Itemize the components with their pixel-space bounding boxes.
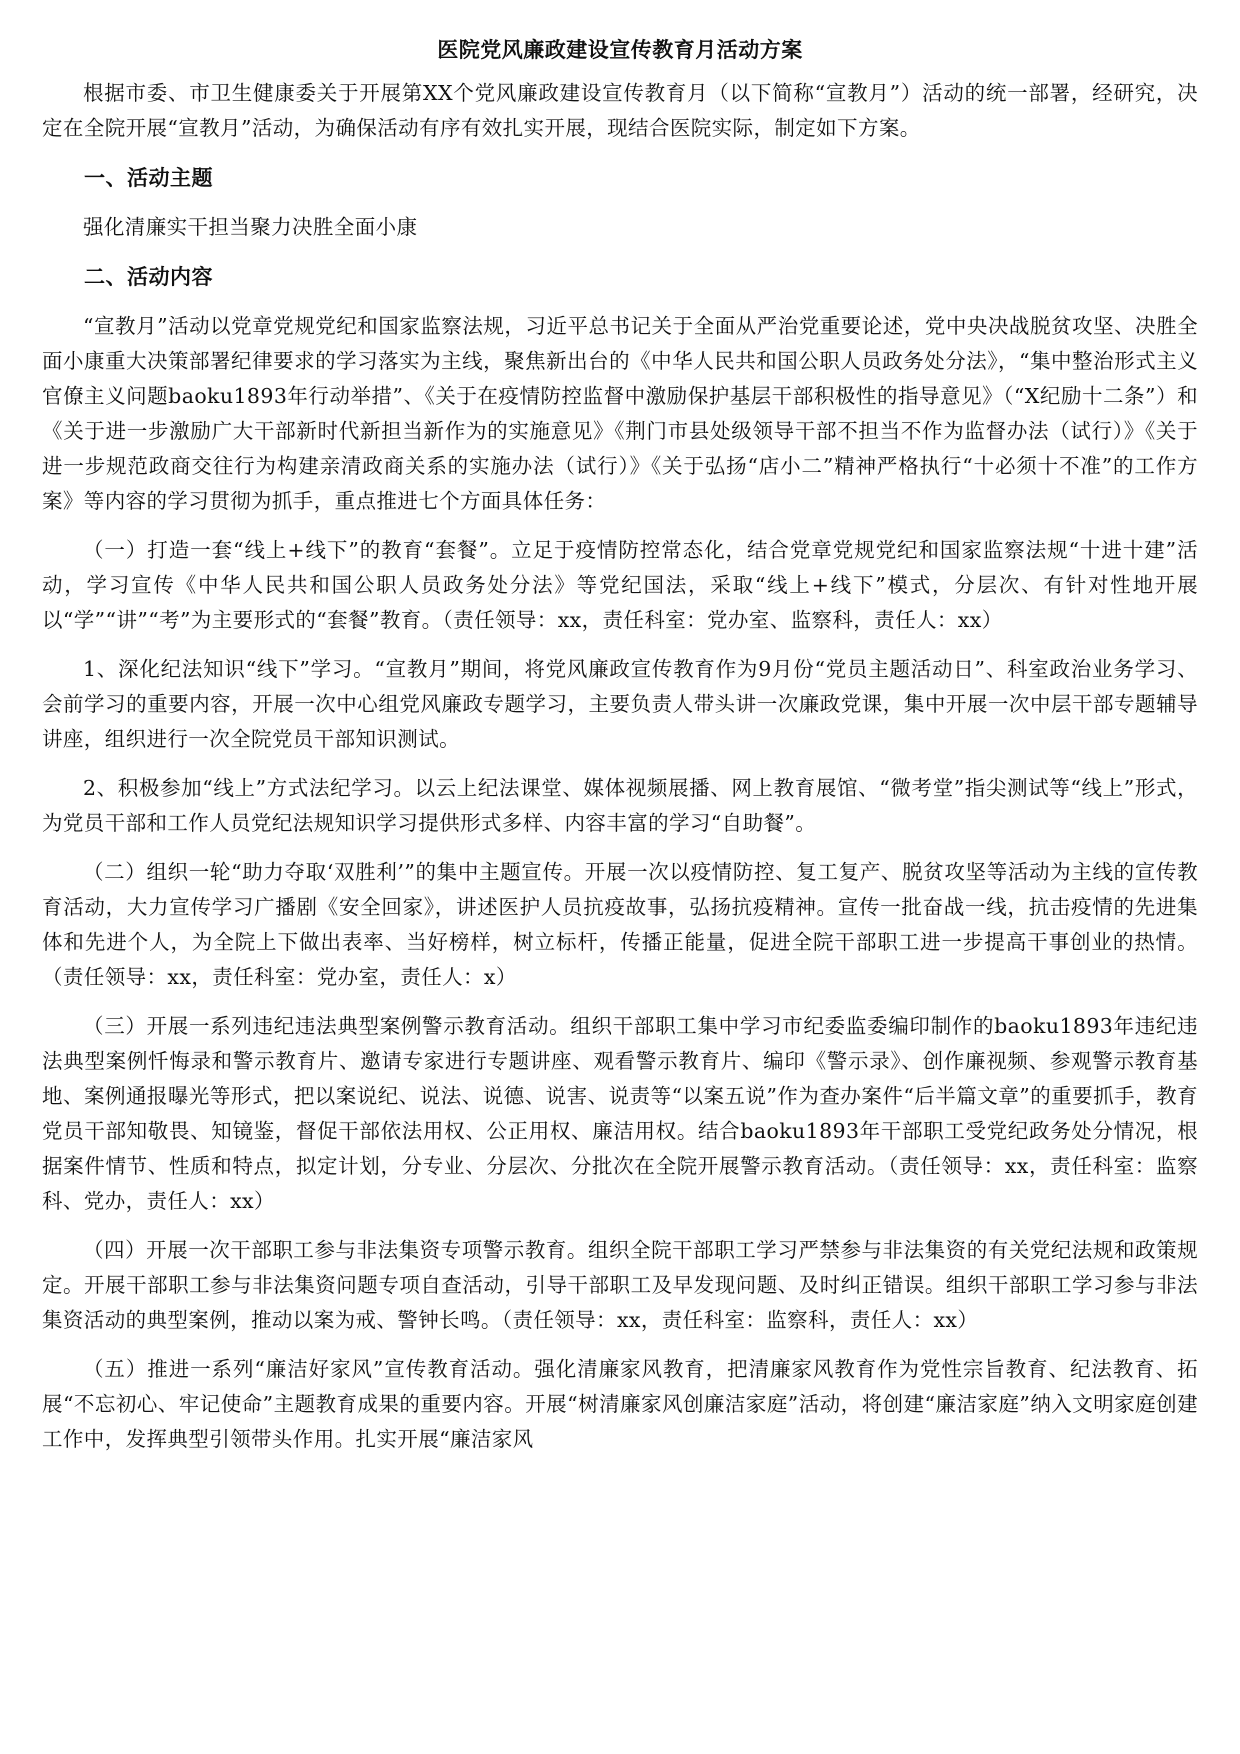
task-1-sub-1-paragraph: 1、深化纪法知识“线下”学习。“宣教月”期间，将党风廉政宣传教育作为9月份“党员主题活动日”、科室政治业务学习、会前学习的重要内容，开展一次中心组党风廉政专题学习，主要负责人带头讲一次廉政党课，集中开展一次中层干部专题辅导讲座，组织进行一次全院党员干部知识测试。 [42, 657, 1198, 751]
task-1-sub-2-paragraph: 2、积极参加“线上”方式法纪学习。以云上纪法课堂、媒体视频展播、网上教育展馆、“微考堂”指尖测试等“线上”形式，为党员干部和工作人员党纪法规知识学习提供形式多样、内容丰富的学习“自助餐”。 [42, 776, 1198, 835]
task-5-paragraph: （五）推进一系列“廉洁好家风”宣传教育活动。强化清廉家风教育，把清廉家风教育作为党性宗旨教育、纪法教育、拓展“不忘初心、牢记使命”主题教育成果的重要内容。开展“树清廉家风创廉洁家庭”活动，将创建“廉洁家庭”纳入文明家庭创建工作中，发挥典型引领带头作用。扎实开展“廉洁家风 [42, 1357, 1198, 1451]
task-1-paragraph: （一）打造一套“线上+线下”的教育“套餐”。立足于疫情防控常态化，结合党章党规党纪和国家监察法规“十进十建”活动，学习宣传《中华人民共和国公职人员政务处分法》等党纪国法，采取“线上+线下”模式，分层次、有针对性地开展以“学”“讲”“考”为主要形式的“套餐”教育。（责任领导：xx，责任科室：党办室、监察科，责任人：xx） [42, 538, 1198, 632]
task-3-paragraph: （三）开展一系列违纪违法典型案例警示教育活动。组织干部职工集中学习市纪委监委编印制作的baoku1893年违纪违法典型案例忏悔录和警示教育片、邀请专家进行专题讲座、观看警示教育片、编印《警示录》、创作廉视频、参观警示教育基地、案例通报曝光等形式，把以案说纪、说法、说德、说害、说责等“以案五说”作为查办案件“后半篇文章”的重要抓手，教育党员干部知敬畏、知镜鉴，督促干部依法用权、公正用权、廉洁用权。结合baoku1893年干部职工受党纪政务处分情况，根据案件情节、性质和特点，拟定计划，分专业、分层次、分批次在全院开展警示教育活动。（责任领导：xx，责任科室：监察科、党办，责任人：xx） [42, 1014, 1198, 1213]
section-heading-theme: 一、活动主题 [84, 165, 213, 190]
document-title: 医院党风廉政建设宣传教育月活动方案 [437, 37, 803, 62]
content-intro-paragraph: “宣教月”活动以党章党规党纪和国家监察法规，习近平总书记关于全面从严治党重要论述，党中央决战脱贫攻坚、决胜全面小康重大决策部署纪律要求的学习落实为主线，聚焦新出台的《中华人民共和国公职人员政务处分法》，“集中整治形式主义官僚主义问题baoku1893年行动举措”、《关于在疫情防控监督中激励保护基层干部积极性的指导意见》（“X纪励十二条”）和《关于进一步激励广大干部新时代新担当新作为的实施意见》《荆门市县处级领导干部不担当不作为监督办法（试行）》《关于进一步规范政商交往行为构建亲清政商关系的实施办法（试行）》《关于弘扬“店小二”精神严格执行“十必须十不准”的工作方案》等内容的学习贯彻为抓手，重点推进七个方面具体任务： [42, 314, 1198, 513]
task-4-paragraph: （四）开展一次干部职工参与非法集资专项警示教育。组织全院干部职工学习严禁参与非法集资的有关党纪法规和政策规定。开展干部职工参与非法集资问题专项自查活动，引导干部职工及早发现问题、及时纠正错误。组织干部职工学习参与非法集资活动的典型案例，推动以案为戒、警钟长鸣。（责任领导：xx，责任科室：监察科，责任人：xx） [42, 1238, 1198, 1332]
section-heading-content: 二、活动内容 [84, 264, 213, 289]
theme-paragraph: 强化清廉实干担当聚力决胜全面小康 [83, 215, 418, 239]
task-2-paragraph: （二）组织一轮“助力夺取‘双胜利’”的集中主题宣传。开展一次以疫情防控、复工复产、脱贫攻坚等活动为主线的宣传教育活动，大力宣传学习广播剧《安全回家》，讲述医护人员抗疫故事，弘扬抗疫精神。宣传一批奋战一线，抗击疫情的先进集体和先进个人，为全院上下做出表率、当好榜样，树立标杆，传播正能量，促进全院干部职工进一步提高干事创业的热情。（责任领导：xx，责任科室：党办室，责任人：x） [42, 860, 1198, 989]
intro-paragraph: 根据市委、市卫生健康委关于开展第XX个党风廉政建设宣传教育月（以下简称“宣教月”）活动的统一部署，经研究，决定在全院开展“宣教月”活动，为确保活动有序有效扎实开展，现结合医院实际，制定如下方案。 [42, 81, 1198, 140]
